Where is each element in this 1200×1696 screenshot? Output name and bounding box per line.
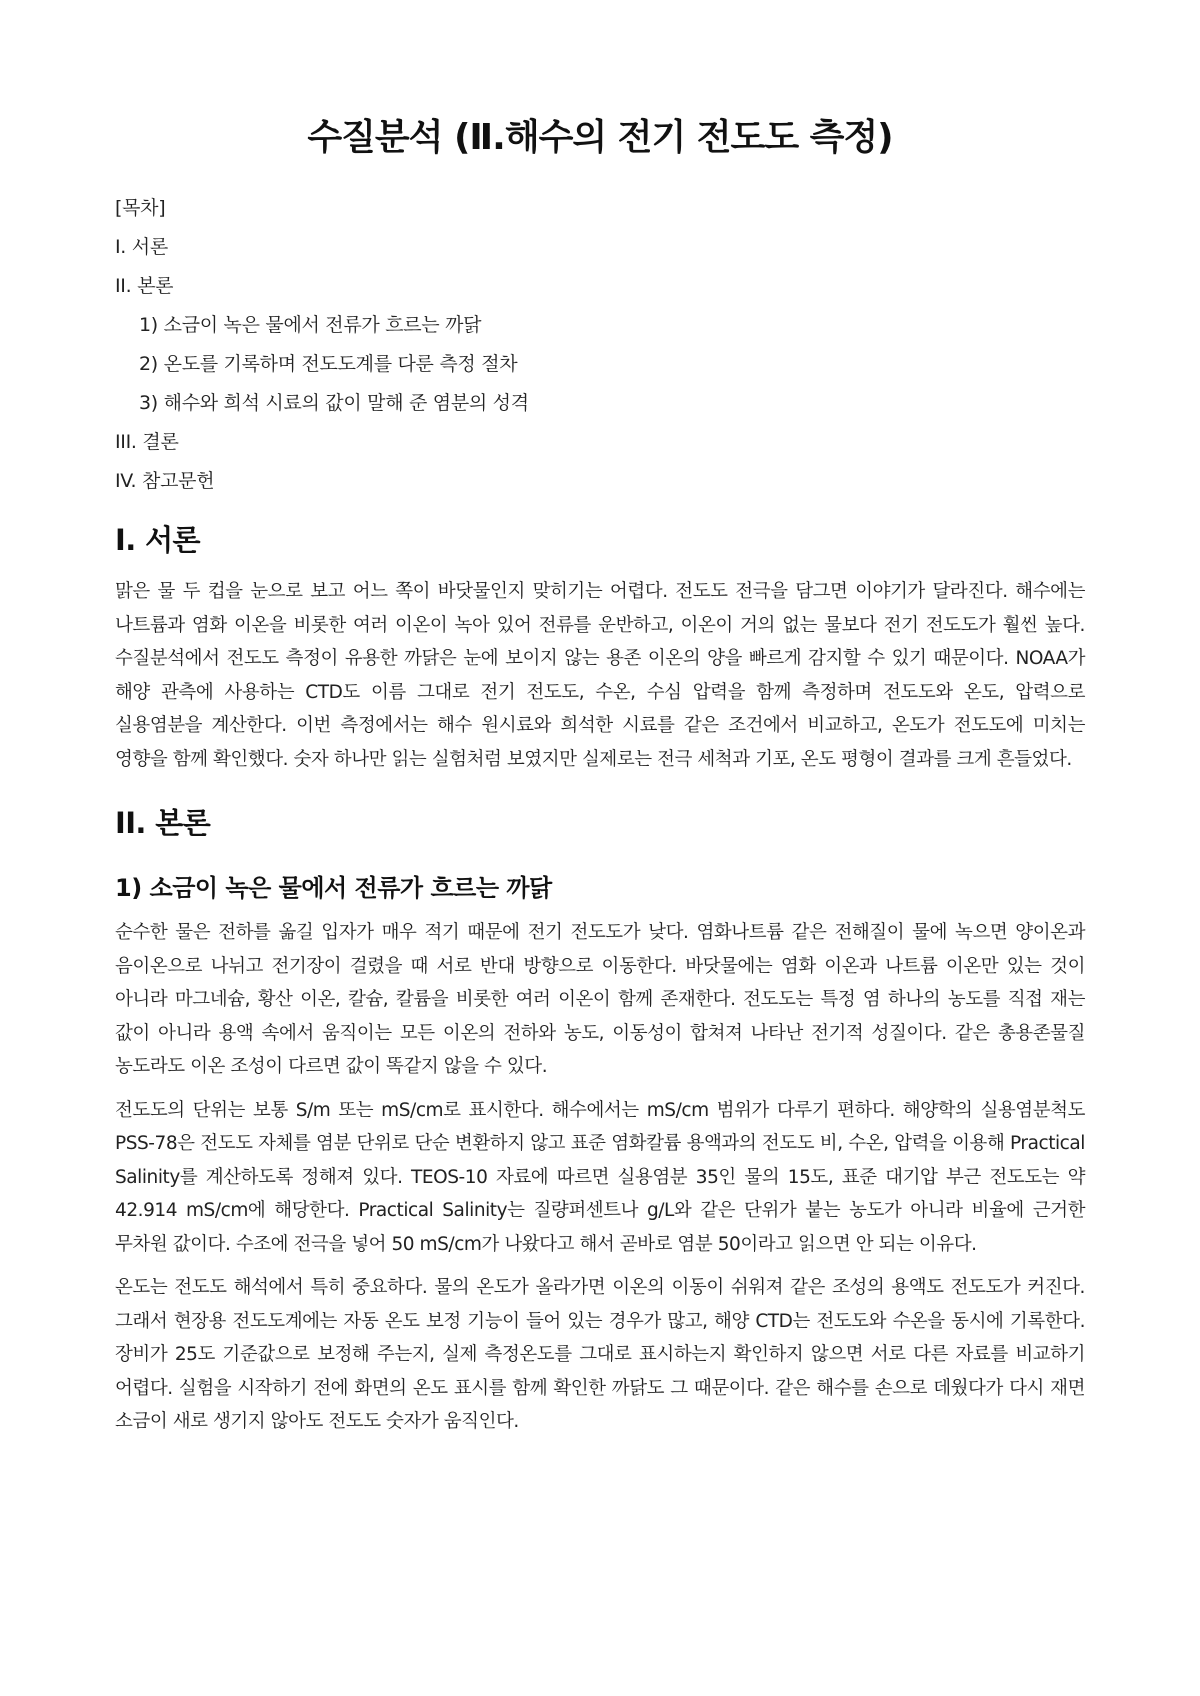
subsection-1-paragraph-2: 전도도의 단위는 보통 S/m 또는 mS/cm로 표시한다. 해수에서는 mS/cm 범위가 다루기 편하다. 해양학의 실용염분척도 PSS-78은 전도도 자체를 염분 단위로 단순 변환하지 않고 표준 염화칼륨 용액과의 전도도 비, 수온, 압력을 이용해 Practical Salinity를 계산하도록 정해져 있다. TEOS-10 자료에 따르면 실용염분 35인 물의 15도, 표준 대기압 부근 전도도는 약 42.914 mS/cm에 해당한다. Practical Salinity는 질량퍼센트나 g/L와 같은 단위가 붙는 농도가 아니라 비율에 근거한 무차원 값이다. 수조에 전극을 넣어 50 mS/cm가 나왔다고 해서 곧바로 염분 50이라고 읽으면 안 되는 이유다. [115, 1099, 1085, 1255]
subsection-heading-1: 1) 소금이 녹은 물에서 전류가 흐르는 까닭 [115, 874, 552, 902]
intro-paragraph: 맑은 물 두 컵을 눈으로 보고 어느 쪽이 바닷물인지 맞히기는 어렵다. 전도도 전극을 담그면 이야기가 달라진다. 해수에는 나트륨과 염화 이온을 비롯한 여러 이온이 녹아 있어 전류를 운반하고, 이온이 거의 없는 물보다 전기 전도도가 훨씬 높다. 수질분석에서 전도도 측정이 유용한 까닭은 눈에 보이지 않는 용존 이온의 양을 빠르게 감지할 수 있기 때문이다. NOAA가 해양 관측에 사용하는 CTD도 이름 그대로 전기 전도도, 수온, 수심 압력을 함께 측정하며 전도도와 온도, 압력으로 실용염분을 계산한다. 이번 측정에서는 해수 원시료와 희석한 시료를 같은 조건에서 비교하고, 온도가 전도도에 미치는 영향을 함께 확인했다. 숫자 하나만 읽는 실험처럼 보였지만 실제로는 전극 세척과 기포, 온도 평형이 결과를 크게 흔들었다. [115, 581, 1086, 770]
toc-item-body-1: 1) 소금이 녹은 물에서 전류가 흐르는 까닭 [139, 314, 482, 336]
section-heading-intro: I. 서론 [115, 523, 200, 557]
subsection-1-paragraph-1: 순수한 물은 전하를 옮길 입자가 매우 적기 때문에 전기 전도도가 낮다. 염화나트륨 같은 전해질이 물에 녹으면 양이온과 음이온으로 나뉘고 전기장이 걸렸을 때 서로 반대 방향으로 이동한다. 바닷물에는 염화 이온과 나트륨 이온만 있는 것이 아니라 마그네슘, 황산 이온, 칼슘, 칼륨을 비롯한 여러 이온이 함께 존재한다. 전도도는 특정 염 하나의 농도를 직접 재는 값이 아니라 용액 속에서 움직이는 모든 이온의 전하와 농도, 이동성이 합쳐져 나타난 전기적 성질이다. 같은 총용존물질 농도라도 이온 조성이 다르면 값이 똑같지 않을 수 있다. [115, 922, 1085, 1077]
section-intro [115, 521, 1085, 776]
subsection-1 [115, 872, 1085, 1439]
table-of-contents [115, 196, 1085, 493]
section-heading-body: II. 본론 [115, 806, 211, 840]
document-title: 수질분석 (Ⅱ.해수의 전기 전도도 측정) [307, 117, 893, 158]
toc-item-body: II. 본론 [115, 275, 174, 297]
toc-item-intro: I. 서론 [115, 236, 168, 258]
toc-heading: [목차] [115, 197, 166, 219]
toc-item-conclusion: III. 결론 [115, 431, 179, 453]
toc-item-body-2: 2) 온도를 기록하며 전도도계를 다룬 측정 절차 [139, 353, 518, 375]
subsection-1-paragraph-3: 온도는 전도도 해석에서 특히 중요하다. 물의 온도가 올라가면 이온의 이동이 쉬워져 같은 조성의 용액도 전도도가 커진다. 그래서 현장용 전도도계에는 자동 온도 보정 기능이 들어 있는 경우가 많고, 해양 CTD는 전도도와 수온을 동시에 기록한다. 장비가 25도 기준값으로 보정해 주는지, 실제 측정온도를 그대로 표시하는지 확인하지 않으면 서로 다른 자료를 비교하기 어렵다. 실험을 시작하기 전에 화면의 온도 표시를 함께 확인한 까닭도 그 때문이다. 같은 해수를 손으로 데웠다가 다시 재면 소금이 새로 생기지 않아도 전도도 숫자가 움직인다. [115, 1277, 1085, 1432]
section-body [115, 804, 1085, 1439]
toc-item-body-3: 3) 해수와 희석 시료의 값이 말해 준 염분의 성격 [139, 392, 529, 414]
toc-item-references: IV. 참고문헌 [115, 470, 215, 492]
